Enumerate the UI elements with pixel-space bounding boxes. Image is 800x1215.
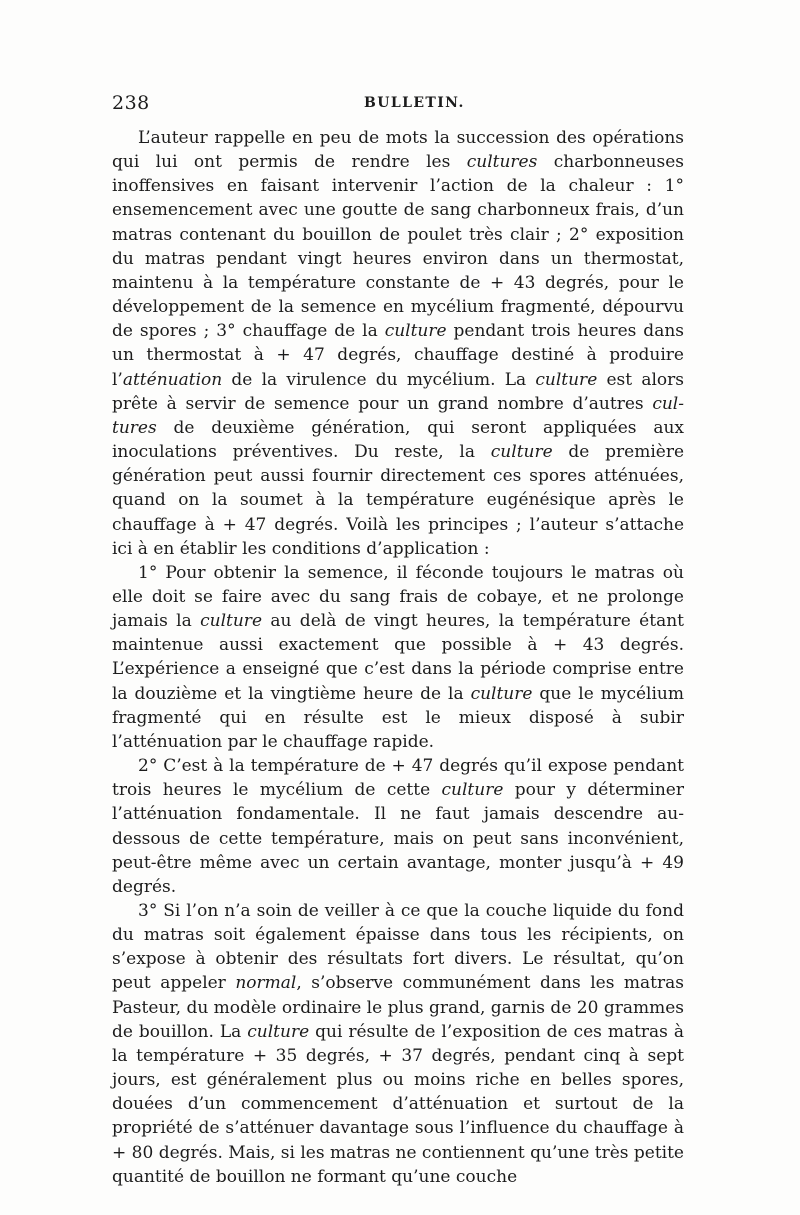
italic-text: atténuation xyxy=(122,369,223,390)
italic-text: culture xyxy=(247,1021,310,1042)
running-title: BULLETIN. xyxy=(364,95,465,111)
text-run: au delà de vingt heures, la température étant maintenue aussi exactement que possible à + 43 degrés. L’expérience a enseigné que c’est dans la période comprise entre la douzième et la vingtième heure de la xyxy=(112,611,684,704)
page-number: 238 xyxy=(112,92,150,114)
italic-text: culture xyxy=(200,611,262,632)
text-run: pour y déterminer l’atténuation fondamentale. Il ne faut jamais descendre au-dessous de cette température, mais on peut sans inconvénient, peut-être même avec un certain avantage, monter jusqu’à + 49 degrés. xyxy=(112,780,684,897)
italic-text: culture xyxy=(535,369,598,390)
text-run: qui résulte de l’exposition de ces matras à la température + 35 degrés, + 37 degrés, pendant cinq à sept jours, est généralement plus ou moins riche en belles spores, douées d’un commencement d’atténuation et surtout de la propriété de s’atténuer davantage sous l’influence du chauffage à + 80 degrés. Mais, si les matras ne contiennent qu’une très petite quantité de bouillon ne formant qu’une couche xyxy=(112,1021,685,1187)
body-text xyxy=(112,126,684,1189)
text-run: est alors prête à servir de semence pour un grand nombre d’autres xyxy=(112,369,684,414)
text-run: L’auteur rappelle en peu de mots la succession des opérations qui lui ont permis de rendre les xyxy=(112,128,684,173)
italic-text: cultures xyxy=(112,393,684,438)
text-run: pendant trois heures dans un thermostat à + 47 degrés, chauffage destiné à produire l’ xyxy=(112,321,685,390)
text-run: 3° Si l’on n’a soin de veiller à ce que la couche liquide du fond du matras soit également épaisse dans tous les récipients, on s’expose à obtenir des résultats fort divers. Le résultat, qu’on peut appeler xyxy=(112,901,684,994)
text-run: de première génération peut aussi fournir directement ces spores atténuées, quand on la soumet à la température eugénésique après le chauffage à + 47 degrés. Voilà les principes ; l’auteur s’attache ici à en établir les conditions d’application : xyxy=(112,442,685,559)
italic-text: culture xyxy=(490,442,553,463)
page-header xyxy=(112,92,682,116)
italic-text: normal xyxy=(235,973,297,994)
paragraph xyxy=(112,899,684,1189)
text-run: , s’observe communément dans les matras Pasteur, du modèle ordinaire le plus grand, garnis de 20 grammes de bouillon. La xyxy=(112,973,684,1042)
italic-text: culture xyxy=(384,321,447,342)
paragraph xyxy=(112,561,684,754)
text-run: 1° Pour obtenir la semence, il féconde toujours le matras où elle doit se faire avec du sang frais de cobaye, et ne prolonge jamais la xyxy=(112,562,684,632)
text-run: de deuxième génération, qui seront appliquées aux inoculations préventives. Du reste, la xyxy=(112,417,684,463)
text-run: charbonneuses inoffensives en faisant intervenir l’action de la chaleur : 1° ensemencement avec une goutte de sang charbonneux frais, d’un matras contenant du bouillon de poulet très clair ; 2° exposition du matras pendant vingt heures environ dans un thermostat, maintenu à la température constante de + 43 degrés, pour le développement de la semence en mycélium fragmenté, dépourvu de spores ; 3° chauffage de la xyxy=(112,152,685,342)
italic-text: culture xyxy=(470,683,533,704)
paragraph xyxy=(112,126,684,561)
italic-text: culture xyxy=(441,780,504,801)
text-run: que le mycélium fragmenté qui en résulte est le mieux disposé à subir l’atténuation par le chauffage rapide. xyxy=(112,683,684,752)
paragraph xyxy=(112,754,684,899)
text-run: de la virulence du mycélium. La xyxy=(222,369,536,390)
text-run: 2° C’est à la température de + 47 degrés qu’il expose pendant trois heures le mycélium de cette xyxy=(112,756,684,801)
italic-text: cultures xyxy=(466,152,538,173)
